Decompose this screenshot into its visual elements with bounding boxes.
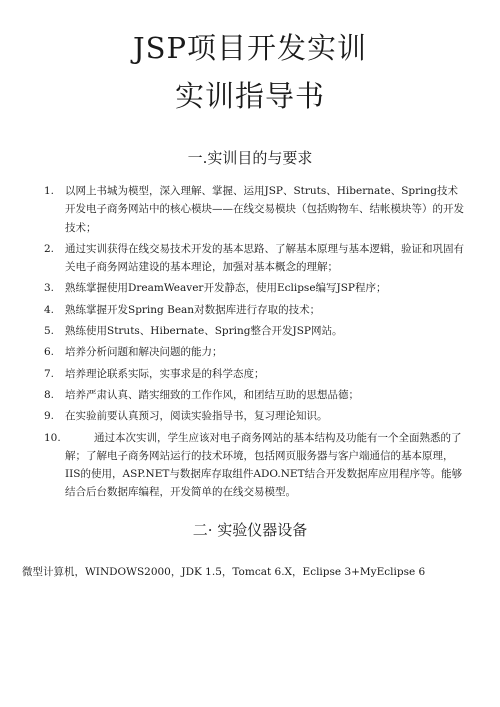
list-item-number: 7. [44,367,55,380]
list-item-number: 4. [44,303,55,316]
list-item-text: 通过实训获得在线交易技术开发的基本思路、了解基本原理与基本逻辑，验证和巩固有关电子商务网站建设的基本理论，加强对基本概念的理解； [65,242,464,274]
list-item-number: 5. [44,325,55,338]
list-item-text: 培养理论联系实际，实事求是的科学态度； [65,367,265,380]
list-item-text: 在实验前要认真预习，阅读实验指导书，复习理论知识。 [65,410,328,423]
objectives-list [44,182,464,505]
list-item-text: 以网上书城为模型，深入理解、掌握、运用JSP、Struts、Hibernate、Spring技术开发电子商务网站中的核心模块——在线交易模块（包括购物车、结帐模块等）的开发技术； [65,185,464,234]
list-item-text: 熟练使用Struts、Hibernate、Spring整合开发JSP网站。 [65,325,343,338]
list-item [44,407,464,425]
list-item-text: 培养严肃认真、踏实细致的工作作风，和团结互助的思想品德； [65,388,359,401]
list-item [44,279,464,297]
list-item-text-content: 通过本次实训，学生应该对电子商务网站的基本结构及功能有一个全面熟悉的了解；了解电子商务网站运行的技术环境，包括网页服务器与客户端通信的基本原理，IIS的使用，ASP.NET与数据库存取组件ADO.NET结合开发数据库应用程序等。能够 结合后台数据库编程，开发简单的在线交易模型。 [65,431,463,499]
list-item [44,429,464,502]
list-item [44,301,464,319]
list-item-text: 培养分析问题和解决问题的能力； [65,346,223,359]
equipment-text: 微型计算机，WINDOWS2000，JDK 1.5，Tomcat 6.X，Eclipse 3+MyEclipse 6 [22,566,426,578]
section-heading-objectives: 一.实训目的与要求 [187,149,313,167]
section-heading-equipment: 二· 实验仪器设备 [192,521,308,539]
list-item [44,322,464,340]
document-title-line1: JSP项目开发实训 [132,31,367,65]
list-item-text: 熟练掌握开发Spring Bean对数据库进行存取的技术； [65,303,321,316]
list-item-number: 3. [44,282,55,295]
list-item [44,240,464,277]
document-title-line2: 实训指导书 [174,79,325,113]
list-item [44,386,464,404]
list-item-number: 1. [44,185,55,197]
list-item-text [65,429,464,502]
list-item-number: 9. [44,410,55,423]
list-item [44,182,464,237]
list-item-number: 6. [44,346,55,359]
list-item [44,365,464,383]
list-item-number: 2. [44,242,55,255]
list-item [44,343,464,361]
list-item-number: 8. [44,388,55,401]
list-item-number: 10. [44,431,61,444]
list-item-text: 熟练掌握使用DreamWeaver开发静态，使用Eclipse编写JSP程序； [65,282,387,295]
